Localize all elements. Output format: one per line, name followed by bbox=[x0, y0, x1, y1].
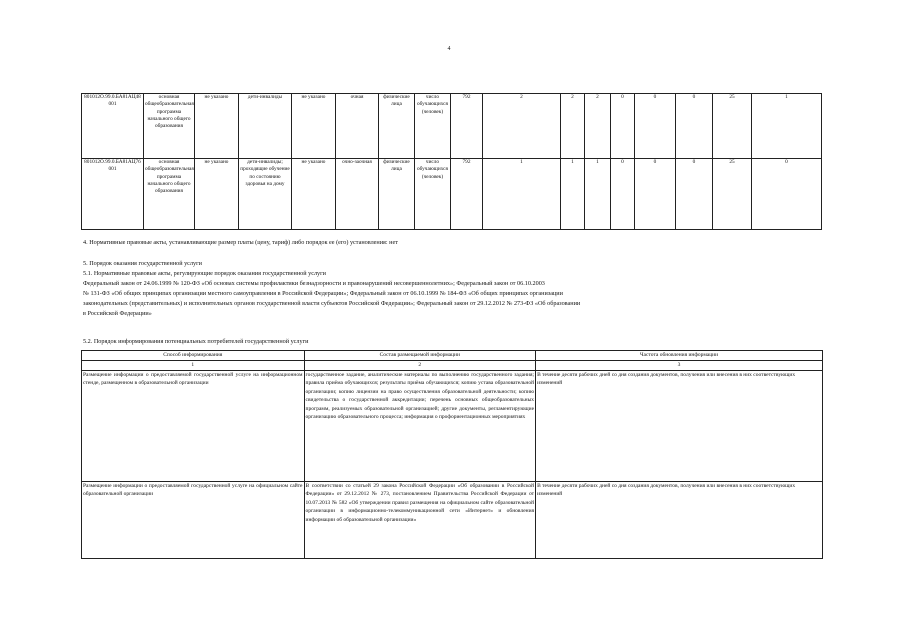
column-number: 3 bbox=[536, 361, 823, 371]
form-cell: очно-заочная bbox=[336, 159, 379, 230]
value-cell: 0 bbox=[611, 94, 635, 159]
column-number: 1 bbox=[82, 361, 305, 371]
okei-cell: 792 bbox=[451, 159, 483, 230]
value-cell: 0 bbox=[611, 159, 635, 230]
unit-name-cell: число обучающихся (человек) bbox=[415, 159, 451, 230]
table-number-row bbox=[82, 361, 823, 371]
section-5-1-line: в Российской Федерации» bbox=[83, 310, 152, 317]
table-row bbox=[82, 94, 822, 159]
table-row bbox=[82, 371, 823, 482]
value-cell: 25 bbox=[713, 159, 752, 230]
okei-cell: 792 bbox=[451, 94, 483, 159]
column-header: Частота обновления информации bbox=[536, 351, 823, 361]
value-cell: 2 bbox=[585, 94, 611, 159]
value-cell: 0 bbox=[676, 159, 713, 230]
column-number: 2 bbox=[304, 361, 536, 371]
content-cell: государственное задание, аналитические материалы по выполнению государственного задания; правила приёма обучающихся; результаты приёма обучающихся; копию устава образовательной организации; копию лицензии на право осуществления образовательной деятельности; копию свидетельства о государственной аккредитации; перечень основных общеобразовательных программ, реализуемых образовательной организацией; другие документы, регламентирующие организацию образовательного процесса; информация о профориентационных мероприятиях bbox=[304, 371, 536, 482]
value-cell: 1 bbox=[585, 159, 611, 230]
registry-code: 801012О.99.0.БА81АЦ48001 bbox=[82, 94, 144, 159]
section-5-2 bbox=[83, 337, 823, 347]
program-cell: основная общеобразовательная программа начального общего образования bbox=[144, 159, 195, 230]
consumer-cell: физические лица bbox=[379, 94, 415, 159]
table-header-row bbox=[82, 351, 823, 361]
value-cell: 0 bbox=[635, 94, 676, 159]
column-header: Способ информирования bbox=[82, 351, 305, 361]
page-number: 4 bbox=[447, 46, 451, 52]
standard-cell: не указано bbox=[195, 159, 239, 230]
section-5-title: 5. Порядок оказания государственной услуги bbox=[83, 260, 202, 267]
value-cell: 0 bbox=[635, 159, 676, 230]
form-cell: очная bbox=[336, 94, 379, 159]
section-5-1-line: законодательных (представительных) и исполнительных органов государственной власти субъектов Российской Федерации»; Федеральный закон от 29.12.2012 № 273-ФЗ «Об образовании bbox=[83, 300, 581, 307]
table-row bbox=[82, 159, 822, 230]
unit-name-cell: число обучающихся (человек) bbox=[415, 94, 451, 159]
method-cell: Размещение информации о предоставляемой государственной услуге на официальном сайте образовательной организации bbox=[82, 482, 305, 559]
registry-code: 801012О.99.0.БА81АЦ76001 bbox=[82, 159, 144, 230]
section-5-1-line: Федеральный закон от 24.06.1999 № 120-ФЗ «Об основах системы профилактики безнадзорности и правонарушений несовершеннолетних»; Федеральный закон от 06.10.2003 bbox=[83, 280, 545, 287]
place-cell: не указано bbox=[292, 159, 336, 230]
value-cell: 25 bbox=[713, 94, 752, 159]
section-5 bbox=[83, 259, 823, 319]
column-header: Состав размещаемой информации bbox=[304, 351, 536, 361]
place-cell: не указано bbox=[292, 94, 336, 159]
table-row bbox=[82, 482, 823, 559]
value-cell: 2 bbox=[561, 94, 585, 159]
informing-table bbox=[81, 350, 823, 559]
value-cell: 2 bbox=[483, 94, 561, 159]
value-cell: 0 bbox=[676, 94, 713, 159]
method-cell: Размещение информации о предоставляемой государственной услуге на информационном стенде, размещенном в образовательной организации bbox=[82, 371, 305, 482]
standard-cell: не указано bbox=[195, 94, 239, 159]
category-cell: дети-инвалиды; проходящие обучение по состоянию здоровья на дому bbox=[239, 159, 292, 230]
frequency-cell: В течение десяти рабочих дней со дня создания документов, получения или внесения в них соответствующих изменений bbox=[536, 482, 823, 559]
consumer-cell: физические лица bbox=[379, 159, 415, 230]
value-cell: 0 bbox=[752, 159, 822, 230]
section-5-2-title: 5.2. Порядок информирования потенциальных потребителей государственной услуги bbox=[83, 338, 309, 345]
section-4 bbox=[83, 238, 823, 248]
section-5-1-line: № 131-ФЗ «Об общих принципах организации местного самоуправления в Российской Федерации»; Федеральный закон от 06.10.1999 № 184-ФЗ «Об общих принципах организации bbox=[83, 290, 563, 297]
value-cell: 1 bbox=[483, 159, 561, 230]
program-cell: основная общеобразовательная программа начального общего образования bbox=[144, 94, 195, 159]
content-cell: В соответствии со статьей 29 закона Российской Федерации «Об образовании в Российской Федерации» от 29.12.2012 № 273, постановлением Правительства Российской Федерации от 10.07.2013 № 582 «Об утверждении правил размещения на официальном сайте образовательной организации в информационно-телекоммуникационной сети «Интернет» и обновления информации об образовательной организации» bbox=[304, 482, 536, 559]
value-cell: 1 bbox=[561, 159, 585, 230]
value-cell: 1 bbox=[752, 94, 822, 159]
category-cell: дети-инвалиды bbox=[239, 94, 292, 159]
frequency-cell: В течение десяти рабочих дней со дня создания документов, получения или внесения в них соответствующих изменений bbox=[536, 371, 823, 482]
section-5-1-title: 5.1. Нормативные правовые акты, регулирующие порядок оказания государственной услуги bbox=[83, 270, 326, 277]
volume-indicators-table bbox=[81, 93, 822, 230]
section-4-text: 4. Нормативные правовые акты, устанавливающие размер платы (цену, тариф) либо порядок ее (его) установления: нет bbox=[83, 239, 398, 246]
